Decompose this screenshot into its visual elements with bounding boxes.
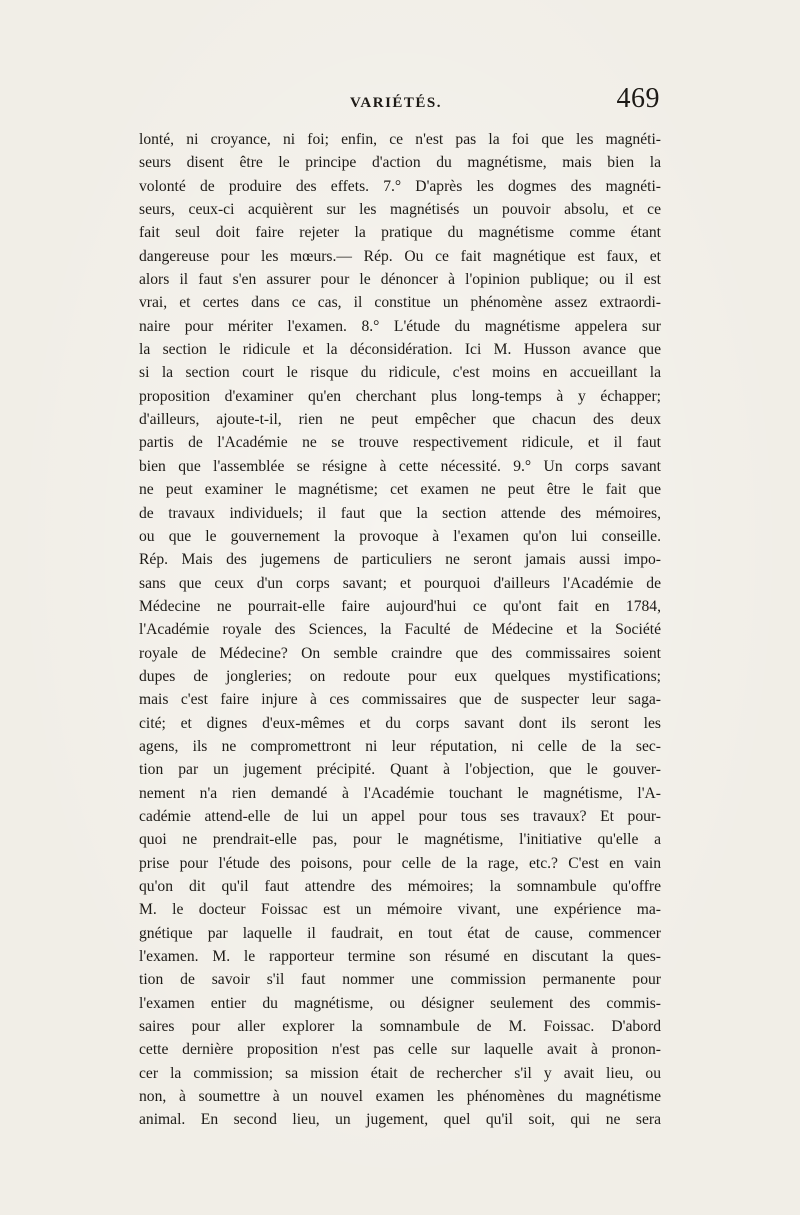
text-line: cité; et dignes d'eux-mêmes et du corps savant dont ils seront les bbox=[139, 714, 661, 732]
text-line: Médecine ne pourrait-elle faire aujourd'hui ce qu'ont fait en 1784, bbox=[139, 597, 661, 615]
text-line: qu'on dit qu'il faut attendre des mémoires; la somnambule qu'offre bbox=[139, 878, 661, 895]
text-line: la section le ridicule et la déconsidération. Ici M. Husson avance que bbox=[139, 341, 661, 359]
text-line: seurs, ceux-ci acquièrent sur les magnétisés un pouvoir absolu, et ce bbox=[139, 201, 661, 219]
text-line: naire pour mériter l'examen. 8.° L'étude du magnétisme appelera sur bbox=[139, 317, 661, 335]
text-line: volonté de produire des effets. 7.° D'après les dogmes des magnéti- bbox=[139, 177, 661, 195]
running-head: VARIÉTÉS. bbox=[350, 95, 443, 111]
text-line: cadémie attend-elle de lui un appel pour tous ses travaux? Et pour- bbox=[139, 807, 661, 825]
text-line: mais c'est faire injure à ces commissaires que de suspecter leur saga- bbox=[139, 691, 661, 709]
text-line: lonté, ni croyance, ni foi; enfin, ce n'est pas la foi que les magnéti- bbox=[139, 131, 661, 148]
text-line: seurs disent être le principe d'action du magnétisme, mais bien la bbox=[139, 154, 661, 172]
text-line: si la section court le risque du ridicule, c'est moins en accueillant la bbox=[139, 364, 661, 382]
text-line: non, à soumettre à un nouvel examen les phénomènes du magnétisme bbox=[139, 1088, 661, 1106]
text-line: cer la commission; sa mission était de rechercher s'il y avait lieu, ou bbox=[139, 1064, 661, 1082]
text-line: ne peut examiner le magnétisme; cet examen ne peut être le fait que bbox=[139, 481, 661, 499]
text-line: gnétique par laquelle il faudrait, en tout état de cause, commencer bbox=[139, 924, 661, 942]
text-line: proposition d'examiner qu'en cherchant plus long-temps à y échapper; bbox=[139, 387, 661, 405]
page-header bbox=[140, 85, 660, 125]
text-line: agens, ils ne compromettront ni leur réputation, ni celle de la sec- bbox=[139, 737, 661, 755]
text-line: l'examen. M. le rapporteur termine son résumé en discutant la ques- bbox=[139, 948, 661, 966]
text-line: prise pour l'étude des poisons, pour celle de la rage, etc.? C'est en vain bbox=[139, 854, 661, 872]
text-line: bien que l'assemblée se résigne à cette nécessité. 9.° Un corps savant bbox=[139, 457, 661, 475]
text-line: tion par un jugement précipité. Quant à l'objection, que le gouver- bbox=[139, 761, 661, 779]
text-line: d'ailleurs, ajoute-t-il, rien ne peut empêcher que chacun des deux bbox=[139, 411, 661, 429]
text-line: royale de Médecine? On semble craindre que des commissaires soient bbox=[139, 644, 661, 662]
text-line: tion de savoir s'il faut nommer une commission permanente pour bbox=[139, 971, 661, 989]
body-text bbox=[139, 128, 661, 1132]
text-line: l'Académie royale des Sciences, la Faculté de Médecine et la Société bbox=[139, 621, 661, 639]
text-line: cette dernière proposition n'est pas celle sur laquelle avait à pronon- bbox=[139, 1041, 661, 1059]
text-line: saires pour aller explorer la somnambule de M. Foissac. D'abord bbox=[139, 1018, 661, 1036]
page-number: 469 bbox=[616, 83, 660, 114]
text-line: Rép. Mais des jugemens de particuliers ne seront jamais aussi impo- bbox=[139, 551, 661, 569]
text-line: partis de l'Académie ne se trouve respectivement ridicule, et il faut bbox=[139, 434, 661, 452]
text-line: ou que le gouvernement la provoque à l'examen qu'on lui conseille. bbox=[139, 527, 661, 545]
text-line: animal. En second lieu, un jugement, quel qu'il soit, qui ne sera bbox=[139, 1111, 661, 1129]
text-line: sans que ceux d'un corps savant; et pourquoi d'ailleurs l'Académie de bbox=[139, 574, 661, 592]
text-line: dangereuse pour les mœurs.— Rép. Ou ce fait magnétique est faux, et bbox=[139, 247, 661, 265]
text-line: alors il faut s'en assurer pour le dénoncer à l'opinion publique; ou il est bbox=[139, 271, 661, 289]
text-line: nement n'a rien demandé à l'Académie touchant le magnétisme, l'A- bbox=[139, 784, 661, 802]
text-line: dupes de jongleries; on redoute pour eux quelques mystifications; bbox=[139, 667, 661, 685]
text-line: quoi ne prendrait-elle pas, pour le magnétisme, l'initiative qu'elle a bbox=[139, 831, 661, 849]
text-line: M. le docteur Foissac est un mémoire vivant, une expérience ma- bbox=[139, 901, 661, 919]
text-line: vrai, et certes dans ce cas, il constitue un phénomène assez extraordi- bbox=[139, 294, 661, 312]
text-line: de travaux individuels; il faut que la section attende des mémoires, bbox=[139, 504, 661, 522]
text-line: fait seul doit faire rejeter la pratique du magnétisme comme étant bbox=[139, 224, 661, 242]
text-line: l'examen entier du magnétisme, ou désigner seulement des commis- bbox=[139, 994, 661, 1012]
